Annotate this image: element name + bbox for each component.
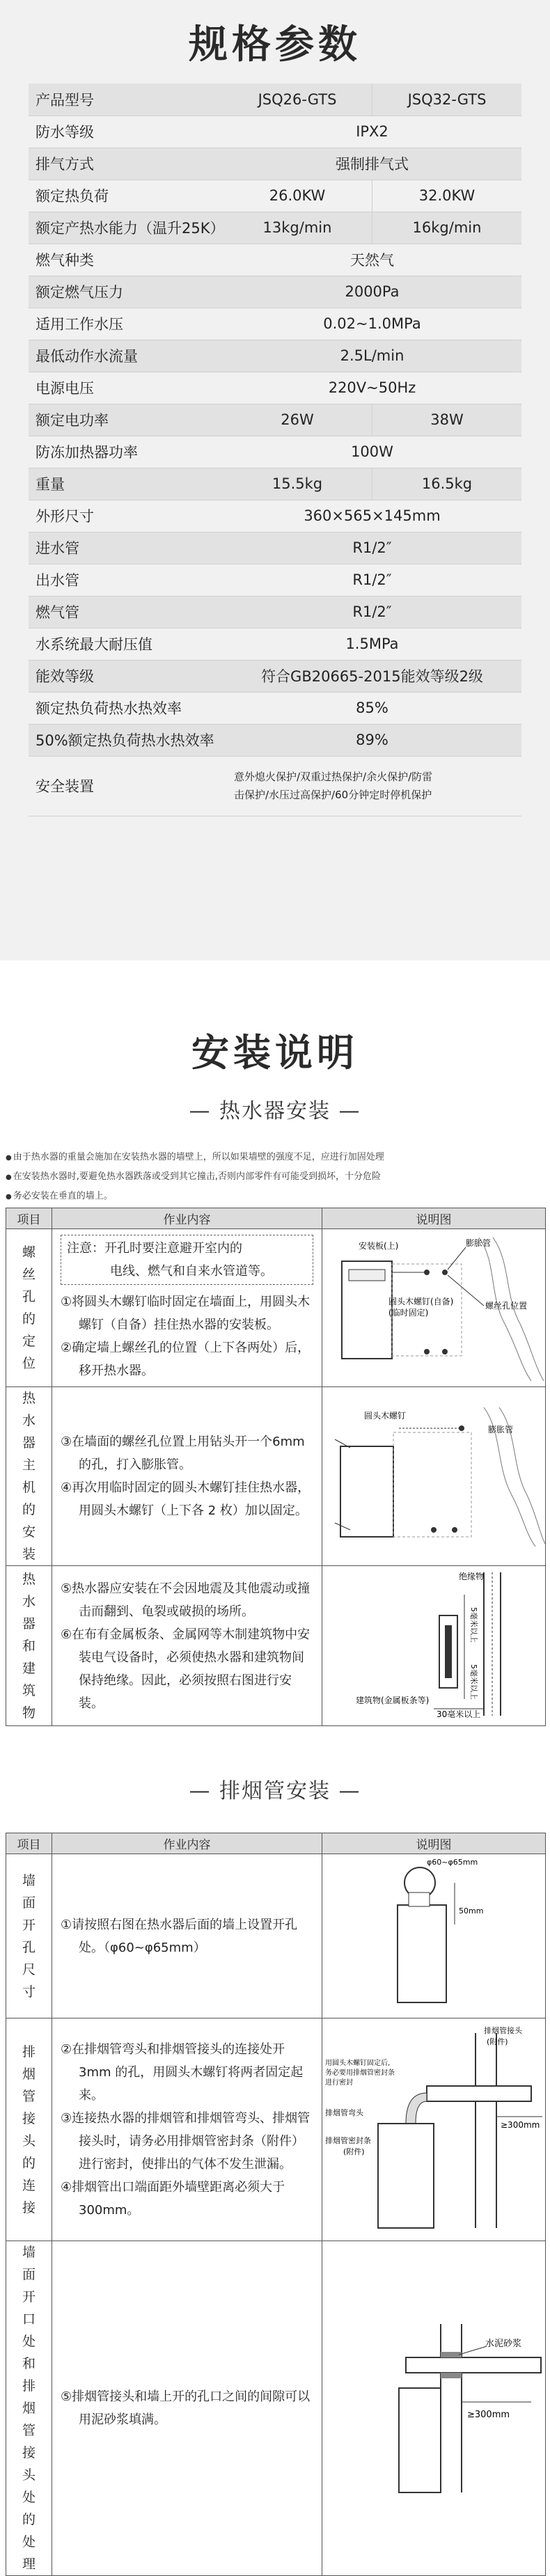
spec-row — [29, 564, 521, 596]
spec-row — [29, 276, 521, 308]
install-notes — [6, 1148, 545, 1206]
header-figure: 说明图 — [322, 1208, 546, 1229]
flue-install-table — [6, 1833, 546, 2576]
spec-key: 额定燃气压力 — [29, 276, 223, 308]
fig-label: (附件) — [487, 2037, 508, 2046]
spec-value: 220V~50Hz — [223, 372, 521, 404]
header-item: 项目 — [6, 1833, 52, 1854]
row-content: ③在墙面的螺丝孔位置上用钻头开一个6mm的孔，打入膨胀管。 ④再次用临时固定的圆头木螺钉挂住热水器，用圆头木螺钉（上下各 2 枚）加以固定。 — [52, 1387, 322, 1566]
fig-label: 排烟管弯头 — [325, 2108, 363, 2117]
fig-label: 进行密封 — [325, 2078, 353, 2087]
row-item: 排烟管接头的连接 — [6, 2018, 52, 2241]
fig-label: 5毫米以上 — [469, 1606, 478, 1643]
fig-label: 螺丝孔位置 — [485, 1301, 528, 1311]
spec-key: 额定热负荷热水热效率 — [29, 692, 223, 724]
fig-label: 务必要用排烟管密封条 — [325, 2069, 395, 2077]
header-item: 项目 — [6, 1208, 52, 1229]
fig-label: 5毫米以上 — [469, 1664, 478, 1700]
spec-key: 能效等级 — [29, 660, 223, 692]
table-row — [6, 1566, 546, 1726]
fig-label: 50mm — [459, 1906, 484, 1915]
spec-key: 水系统最大耐压值 — [29, 628, 223, 660]
spec-row — [29, 436, 521, 468]
spec-key: 额定产热水能力（温升25K） — [29, 212, 223, 244]
heater-install-subtitle: — 热水器安装 — — [189, 1099, 361, 1123]
fig-label: 圆头木螺钉(自备) — [388, 1297, 454, 1306]
spec-value-model-1: 15.5kg — [223, 468, 372, 500]
row-content: ①请按照右图在热水器后面的墙上设置开孔处。（φ60~φ65mm） — [52, 1854, 322, 2018]
row-item: 热水器主机的安装 — [6, 1387, 52, 1566]
spec-value: 360×565×145mm — [223, 500, 521, 532]
spec-row — [29, 628, 521, 660]
spec-value-safety — [223, 756, 521, 816]
spec-value: R1/2″ — [223, 532, 521, 564]
spec-row — [29, 660, 521, 692]
figure-wall-hole — [322, 1854, 546, 2018]
table-row — [6, 2241, 546, 2576]
spec-key: 外形尺寸 — [29, 500, 223, 532]
fig-label: 建筑物(金属板条等) — [356, 1695, 430, 1705]
row-content: 注意：开孔时要注意避开室内的 电线、燃气和自来水管道等。 ①将圆头木螺钉临时固定在墙面上，用圆头木螺钉（自备）挂住热水器的安装板。 ②确定墙上螺丝孔的位置（上下各两处）后，移开热水器。 — [52, 1229, 322, 1387]
flue-install-subtitle: — 排烟管安装 — — [189, 1779, 361, 1803]
spec-row — [29, 212, 521, 244]
spec-value-model-1: 26.0KW — [223, 180, 372, 212]
header-content: 作业内容 — [52, 1208, 322, 1229]
fig-label: 安装板(上) — [359, 1241, 399, 1251]
spec-key: 最低动作水流量 — [29, 340, 223, 372]
spec-key: 燃气管 — [29, 596, 223, 628]
note-item: ● 在安装热水器时,要避免热水器跌落或受到其它撞击,否则内部零件有可能受到损坏，十分危险 — [6, 1167, 545, 1187]
spec-key: 额定电功率 — [29, 404, 223, 436]
spec-value-model-1: 13kg/min — [223, 212, 372, 244]
safety-line: 击保护/水压过高保护/60分钟定时停机保护 — [234, 789, 432, 801]
spec-value: 0.02~1.0MPa — [223, 308, 521, 340]
figure-heater-mount — [322, 1387, 546, 1566]
header-figure: 说明图 — [322, 1833, 546, 1854]
spec-key: 出水管 — [29, 564, 223, 596]
figure-wall-mortar — [322, 2241, 546, 2576]
spec-row — [29, 692, 521, 724]
spec-value-model-2: 16.5kg — [372, 468, 522, 500]
spec-row — [29, 84, 521, 116]
spec-value: 85% — [223, 692, 521, 724]
spec-value: 符合GB20665-2015能效等级2级 — [223, 660, 521, 692]
row-item: 墙面开口处和排烟管接头处的处理 — [6, 2241, 52, 2576]
spec-key: 电源电压 — [29, 372, 223, 404]
spec-row — [29, 180, 521, 212]
row-item: 热水器和建筑物 — [6, 1566, 52, 1726]
spec-key: 产品型号 — [29, 84, 223, 116]
row-content: ②在排烟管弯头和排烟管接头的连接处开 3mm 的孔，用圆头木螺钉将两者固定起来。 ③连接热水器的排烟管和排烟管弯头、排烟管接头时，请务必用排烟管密封条（附件）进行密封，使排出的气体不发生泄漏。 ④排烟管出口端面距外墙壁距离必须大于 300mm。 — [52, 2018, 322, 2241]
fig-label: (临时固定) — [388, 1308, 429, 1318]
spec-value: 89% — [223, 724, 521, 756]
spec-row — [29, 724, 521, 756]
table-row — [6, 1387, 546, 1566]
fig-label: φ60~φ65mm — [427, 1857, 478, 1867]
row-item: 墙面开孔尺寸 — [6, 1854, 52, 2018]
fig-label: 排烟管密封条 — [325, 2135, 371, 2145]
spec-section — [0, 0, 550, 961]
spec-key: 燃气种类 — [29, 244, 223, 276]
table-row — [6, 1229, 546, 1387]
spec-row — [29, 116, 521, 148]
spec-key: 重量 — [29, 468, 223, 500]
spec-key: 防冻加热器功率 — [29, 436, 223, 468]
spec-row — [29, 148, 521, 180]
spec-key: 安全装置 — [29, 756, 223, 816]
note-item: ● 务必安装在垂直的墙上。 — [6, 1187, 545, 1206]
note-item: ● 由于热水器的重量会施加在安装热水器的墙壁上，所以如果墙壁的强度不足，应进行加固处理 — [6, 1148, 545, 1167]
fig-label: 膨胀管 — [466, 1238, 492, 1248]
spec-value: 100W — [223, 436, 521, 468]
figure-flue-connection — [322, 2018, 546, 2241]
spec-value: 天然气 — [223, 244, 521, 276]
spec-value: 1.5MPa — [223, 628, 521, 660]
spec-value-model-2: JSQ32-GTS — [372, 84, 522, 116]
heater-install-table — [6, 1208, 546, 1726]
fig-label: 膨胀管 — [488, 1425, 514, 1435]
spec-row — [29, 308, 521, 340]
row-content: ⑤排烟管接头和墙上开的孔口之间的间隙可以用泥砂浆填满。 — [52, 2241, 322, 2576]
spec-key: 排气方式 — [29, 148, 223, 180]
fig-label: 绝缘物 — [459, 1571, 485, 1581]
safety-line: 意外熄火保护/双重过热保护/余火保护/防雷 — [234, 771, 433, 783]
figure-insulation — [322, 1566, 546, 1726]
fig-label: 用圆头木螺钉固定后, — [325, 2059, 391, 2067]
spec-key: 50%额定热负荷热水热效率 — [29, 724, 223, 756]
fig-label: 30毫米以上 — [437, 1709, 481, 1719]
spec-row — [29, 532, 521, 564]
spec-row — [29, 404, 521, 436]
fig-label: 圆头木螺钉 — [364, 1411, 407, 1421]
spec-row — [29, 372, 521, 404]
spec-key: 防水等级 — [29, 116, 223, 148]
figure-screw-position — [322, 1229, 546, 1387]
install-title: 安装说明 — [191, 1031, 359, 1075]
spec-table — [29, 84, 521, 816]
spec-value: IPX2 — [223, 116, 521, 148]
fig-label: ≥300mm — [501, 2119, 540, 2130]
spec-key: 进水管 — [29, 532, 223, 564]
spec-value: 2.5L/min — [223, 340, 521, 372]
spec-row — [29, 596, 521, 628]
row-item: 螺丝孔的定位 — [6, 1229, 52, 1387]
spec-value-model-2: 38W — [372, 404, 522, 436]
spec-row — [29, 340, 521, 372]
spec-key: 额定热负荷 — [29, 180, 223, 212]
spec-key: 适用工作水压 — [29, 308, 223, 340]
spec-row — [29, 244, 521, 276]
spec-value: 强制排气式 — [223, 148, 521, 180]
fig-label: ≥300mm — [467, 2410, 510, 2420]
spec-value: 2000Pa — [223, 276, 521, 308]
spec-row — [29, 468, 521, 500]
spec-value-model-2: 32.0KW — [372, 180, 522, 212]
fig-label: (附件) — [343, 2147, 365, 2156]
row-content: ⑤热水器应安装在不会因地震及其他震动或撞击而翻到、龟裂或破损的场所。 ⑥在布有金属板条、金属网等木制建筑物中安装电气设备时，必须使热水器和建筑物间保持绝缘。因此，必须按照右图进行安装。 — [52, 1566, 322, 1726]
spec-value: R1/2″ — [223, 596, 521, 628]
table-row — [6, 2018, 546, 2241]
spec-row-safety — [29, 756, 521, 816]
header-content: 作业内容 — [52, 1833, 322, 1854]
spec-value-model-1: 26W — [223, 404, 372, 436]
table-row — [6, 1854, 546, 2018]
fig-label: 水泥砂浆 — [485, 2339, 522, 2349]
spec-title: 规格参数 — [189, 22, 361, 68]
spec-row — [29, 500, 521, 532]
spec-value-model-2: 16kg/min — [372, 212, 522, 244]
spec-value-model-1: JSQ26-GTS — [223, 84, 372, 116]
caution-box: 注意：开孔时要注意避开室内的 电线、燃气和自来水管道等。 — [61, 1235, 313, 1285]
spec-value: R1/2″ — [223, 564, 521, 596]
fig-label: 排烟管接头 — [484, 2025, 522, 2035]
